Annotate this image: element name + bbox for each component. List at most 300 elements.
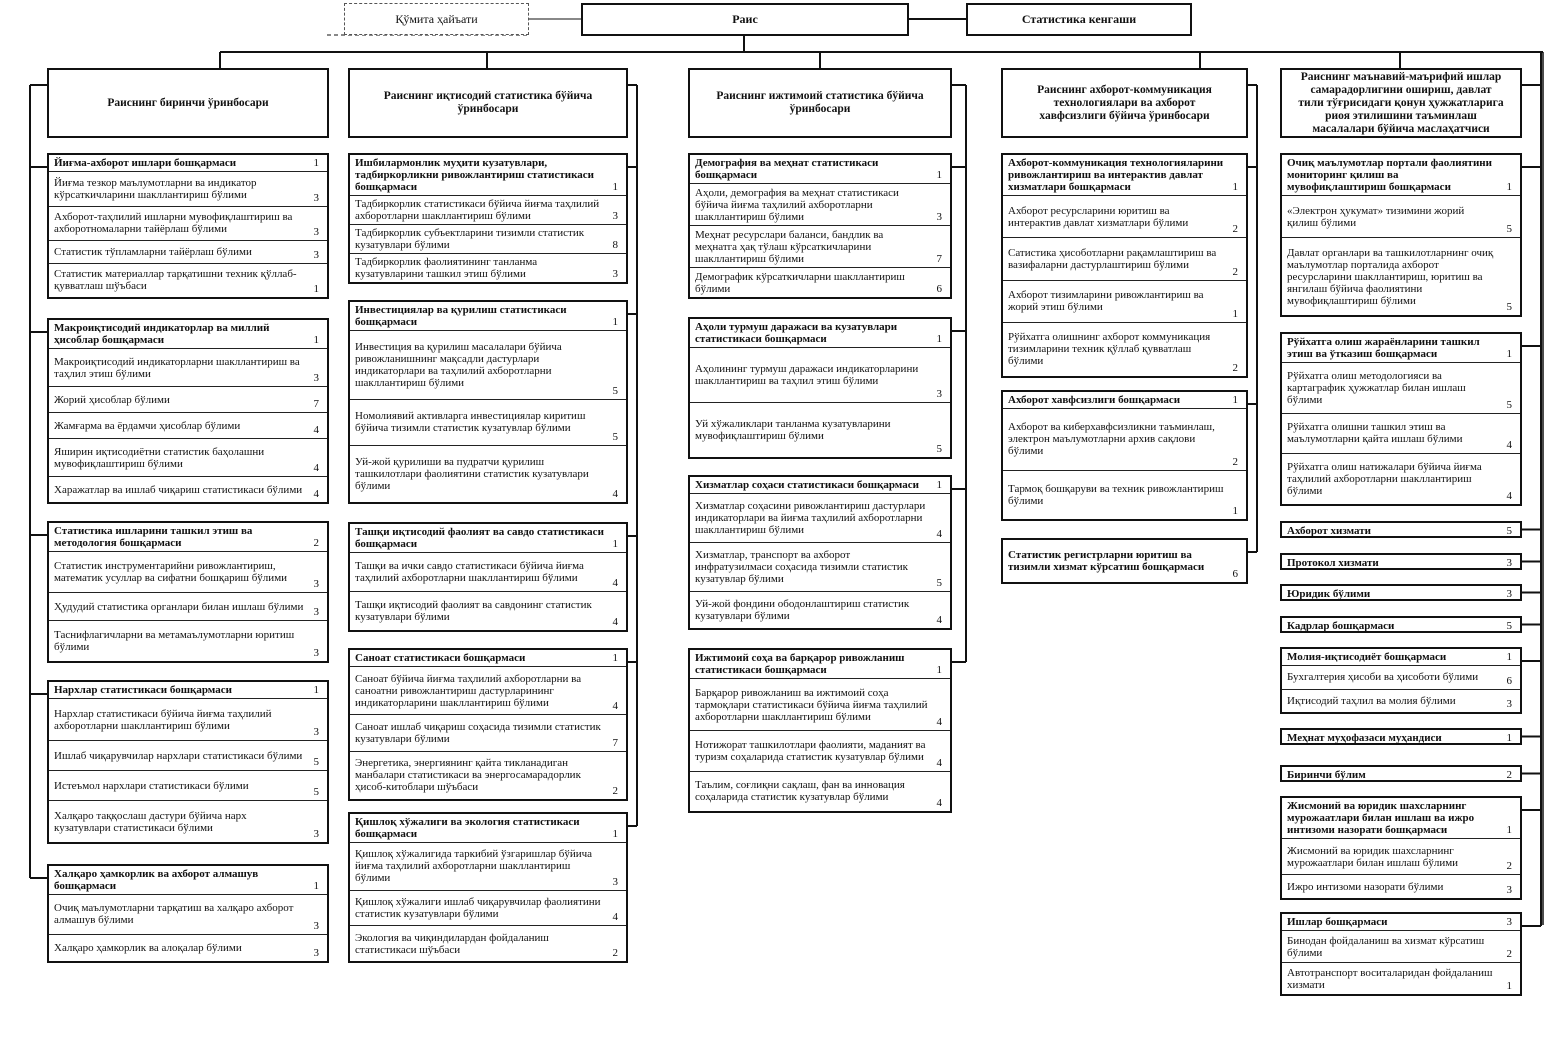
department-staff-count: 1 [1506, 824, 1512, 836]
division-row[interactable] [1282, 963, 1520, 994]
department-staff-count: 1 [1232, 394, 1238, 406]
division-title: Рўйхатга олишни ташкил этиш ва маълумотларни қайта ишлаш бўлими [1287, 421, 1463, 446]
division-staff-count: 1 [1232, 307, 1238, 320]
division-staff-count: 4 [1506, 438, 1512, 451]
division-row[interactable] [1282, 414, 1520, 453]
division-row[interactable] [1003, 238, 1246, 280]
deputy-box[interactable] [1001, 68, 1248, 138]
division-row[interactable] [49, 552, 327, 593]
department-title: Протокол хизмати [1287, 557, 1379, 569]
division-title: Тадбиркорлик статистикаси бўйича йиғма таҳлилий ахборотларни шакллантириш бўлими [355, 198, 600, 222]
division-title: Рўйхатга олишнинг ахборот коммуникация тизимларини техник қўллаб қувватлаш бўлими [1008, 331, 1211, 368]
division-title: Жисмоний ва юридик шахсларнинг мурожаатлари билан ишлаш бўлими [1287, 844, 1459, 869]
division-title: Таълим, соғлиқни сақлаш, фан ва инновация соҳаларида статистик кузатувлар бўлими [695, 779, 905, 804]
division-staff-count: 8 [612, 239, 618, 251]
department-title: Саноат статистикаси бошқармаси [355, 652, 526, 664]
division-staff-count: 4 [936, 796, 942, 809]
department-title: Ахборот хавфсизлиги бошқармаси [1008, 394, 1181, 406]
division-title: Бухгалтерия ҳисоби ва ҳисоботи бўлими [1287, 671, 1479, 684]
department-title: Нархлар статистикаси бошқармаси [54, 684, 232, 696]
department-staff-count: 3 [1506, 588, 1512, 600]
division-row[interactable] [350, 715, 626, 751]
division-title: Халқаро ҳамкорлик ва алоқалар бўлими [54, 941, 242, 954]
division-staff-count: 3 [313, 647, 319, 660]
department-box[interactable] [1280, 765, 1522, 782]
department-title: Халқаро ҳамкорлик ва ахборот алмашув бошқармаси [54, 868, 259, 892]
department-header [1282, 155, 1520, 196]
division-row[interactable] [1003, 471, 1246, 520]
division-row[interactable] [49, 477, 327, 502]
division-title: Очиқ маълумотларни тарқатиш ва халқаро ахборот алмашув бўлими [54, 902, 294, 927]
division-staff-count: 5 [936, 443, 942, 455]
division-title: Таснифлагичларни ва метамаълумотларни юритиш бўлими [54, 629, 295, 654]
department-header [49, 155, 327, 172]
division-title: Ишлаб чиқарувчилар нархлари статистикаси бўлими [54, 749, 303, 762]
division-title: Меҳнат ресурслари баланси, бандлик ва меҳнатга ҳақ тўлаш кўрсаткичларини шакллантириш бўлими [695, 228, 884, 265]
division-staff-count: 3 [313, 372, 319, 384]
department-staff-count: 3 [1506, 557, 1512, 569]
department-title: Аҳоли турмуш даражаси ва кузатувлари статистикаси бошқармаси [695, 321, 898, 345]
division-staff-count: 3 [936, 211, 942, 223]
division-title: Истеъмол нархлари статистикаси бўлими [54, 779, 249, 792]
department-staff-count: 1 [1506, 732, 1512, 744]
division-title: Яширин иқтисодиётни статистик баҳолашни мувофиқлаштириш бўлими [54, 445, 265, 470]
division-staff-count: 4 [313, 424, 319, 436]
department-title: Ташқи иқтисодий фаолият ва савдо статистикаси бошқармаси [355, 526, 604, 550]
division-title: Ҳудудий статистика органлари билан ишлаш бўлими [54, 600, 304, 613]
department-box[interactable] [1280, 153, 1522, 317]
department-box[interactable] [1280, 332, 1522, 506]
division-staff-count: 2 [1232, 265, 1238, 278]
department-header [49, 682, 327, 699]
department-box[interactable] [47, 864, 329, 963]
division-row[interactable] [350, 926, 626, 961]
department-title: Йиғма-ахборот ишлари бошқармаси [54, 157, 237, 169]
department-header [1003, 392, 1246, 409]
department-title: Ишбилармонлик муҳити кузатувлари, тадбиркорликни ривожлантириш статистикаси бошқармаси [355, 157, 595, 193]
department-staff-count: 5 [1506, 620, 1512, 632]
department-title: Статистика ишларини ташкил этиш ва методология бошқармаси [54, 525, 253, 549]
division-row[interactable] [690, 226, 950, 268]
division-title: Ахборот ресурсларини юритиш ва интерактив давлат хизматлари бўлими [1008, 204, 1189, 229]
division-row[interactable] [350, 225, 626, 254]
department-header [350, 302, 626, 331]
division-row[interactable] [350, 667, 626, 715]
department-title: Қишлоқ хўжалиги ва экология статистикаси бошқармаси [355, 816, 580, 840]
division-row[interactable] [49, 699, 327, 741]
division-row[interactable] [49, 349, 327, 387]
department-staff-count: 1 [1506, 181, 1512, 193]
division-title: Уй-жой қурилиши ва пудратчи қурилиш ташкилотлари фаолиятини статистик кузатувлари бўлими [355, 455, 589, 492]
department-title: Ишлар бошқармаси [1287, 916, 1388, 928]
division-row[interactable] [49, 241, 327, 264]
department-box[interactable] [688, 153, 952, 299]
division-staff-count: 7 [612, 736, 618, 749]
division-staff-count: 4 [313, 488, 319, 500]
division-title: Аҳолининг турмуш даражаси индикаторларини шакллантириш ва таҳлил этиш бўлими [695, 363, 919, 387]
division-row[interactable] [49, 387, 327, 413]
division-staff-count: 3 [612, 210, 618, 222]
division-row[interactable] [690, 731, 950, 771]
division-title: Экология ва чиқиндилардан фойдаланиш статистикаси шўъбаси [355, 931, 549, 956]
division-row[interactable] [690, 772, 950, 811]
department-header [350, 650, 626, 667]
department-box[interactable] [1280, 616, 1522, 633]
department-staff-count: 1 [612, 316, 618, 328]
department-box[interactable] [47, 680, 329, 844]
division-title: Статистик инструментарийни ривожлантириш, математик усуллар ва сифатни бошқариш бўлими [54, 559, 288, 584]
department-staff-count: 3 [1506, 916, 1512, 928]
division-staff-count: 2 [1506, 860, 1512, 872]
committee-board-label: Қўмита ҳайъати [395, 11, 478, 26]
department-title: Хизматлар соҳаси статистикаси бошқармаси [695, 479, 919, 491]
division-title: Статистик материаллар тарқатишни техник қўллаб-қувватлаш шўъбаси [54, 268, 297, 293]
deputy-title: Раиснинг биринчи ўринбосари [107, 96, 269, 109]
department-box[interactable] [1001, 390, 1248, 521]
department-header [1282, 334, 1520, 363]
department-staff-count: 2 [313, 537, 319, 549]
division-staff-count: 3 [313, 577, 319, 590]
division-row[interactable] [350, 400, 626, 445]
committee-board-box[interactable] [344, 3, 529, 35]
division-staff-count: 3 [313, 606, 319, 619]
department-box[interactable] [47, 318, 329, 504]
department-staff-count: 1 [936, 479, 942, 491]
department-title: Рўйхатга олиш жараёнларини ташкил этиш ва ўтказиш бошқармаси [1287, 336, 1480, 360]
division-row[interactable] [350, 592, 626, 630]
division-title: Макроиқтисодий индикаторларни шакллантириш ва таҳлил этиш бўлими [54, 355, 300, 380]
division-row[interactable] [350, 446, 626, 502]
department-box[interactable] [688, 317, 952, 459]
division-staff-count: 3 [313, 947, 319, 959]
division-staff-count: 4 [612, 911, 618, 924]
division-row[interactable] [49, 771, 327, 801]
department-box[interactable] [1280, 553, 1522, 570]
division-title: Халқаро таққослаш дастури бўйича нарх кузатувлари статистикаси бўлими [54, 809, 247, 834]
division-row[interactable] [1282, 690, 1520, 713]
division-row[interactable] [690, 494, 950, 543]
department-header [1282, 730, 1520, 746]
division-row[interactable] [49, 207, 327, 242]
department-header [1282, 586, 1520, 602]
department-staff-count: 1 [936, 664, 942, 676]
department-box[interactable] [1280, 796, 1522, 900]
division-staff-count: 5 [1506, 223, 1512, 235]
department-header [690, 477, 950, 494]
division-row[interactable] [690, 184, 950, 226]
division-staff-count: 2 [1232, 362, 1238, 374]
department-title: Инвестициялар ва қурилиш статистикаси бошқармаси [355, 304, 567, 328]
division-row[interactable] [690, 679, 950, 731]
division-title: Ахборот тизимларини ривожлантириш ва жорий этиш бўлими [1008, 289, 1204, 314]
department-title: Молия-иқтисодиёт бошқармаси [1287, 651, 1447, 663]
division-row[interactable] [49, 621, 327, 661]
department-staff-count: 1 [612, 181, 618, 193]
division-staff-count: 3 [612, 875, 618, 888]
department-staff-count: 1 [1506, 651, 1512, 663]
division-row[interactable] [1003, 323, 1246, 376]
division-row[interactable] [350, 254, 626, 282]
division-row[interactable] [350, 752, 626, 799]
department-title: Ахборот-коммуникация технологияларини ривожлантириш ва интерактив давлат хизматлари бошқармаси [1008, 157, 1224, 193]
division-title: Тадбиркорлик фаолиятининг танланма кузатувларини ташкил этиш бўлими [355, 256, 538, 280]
division-staff-count: 4 [1506, 489, 1512, 502]
division-row[interactable] [350, 843, 626, 891]
department-box[interactable] [348, 812, 628, 963]
department-staff-count: 1 [313, 880, 319, 892]
division-staff-count: 2 [1232, 455, 1238, 468]
division-title: Демографик кўрсаткичларни шакллантириш бўлими [695, 270, 905, 295]
division-staff-count: 1 [1232, 505, 1238, 517]
division-staff-count: 3 [313, 726, 319, 738]
department-title: Меҳнат муҳофазаси муҳандиси [1287, 732, 1442, 744]
division-row[interactable] [1282, 931, 1520, 963]
division-staff-count: 3 [313, 828, 319, 840]
department-staff-count: 6 [1232, 568, 1238, 580]
division-staff-count: 7 [936, 253, 942, 265]
division-title: Қишлоқ хўжалигида таркибий ўзгаришлар бўйича йиғма таҳлилий ахборотларни шакллантириш бўлими [355, 848, 593, 885]
division-row[interactable] [1003, 281, 1246, 323]
division-staff-count: 2 [1232, 223, 1238, 236]
department-box[interactable] [1280, 521, 1522, 538]
division-staff-count: 4 [612, 700, 618, 713]
division-title: Энергетика, энергиянинг қайта тикланадиган манбалари статистикаси ва энергосамарадорлик ҳисоб-китоблари шўъбаси [355, 757, 581, 794]
division-row[interactable] [49, 413, 327, 439]
division-staff-count: 3 [936, 388, 942, 400]
division-title: Саноат ишлаб чиқариш соҳасида тизимли статистик кузатувлари бўлими [355, 720, 601, 745]
division-staff-count: 2 [1506, 948, 1512, 960]
division-row[interactable] [1282, 839, 1520, 875]
division-staff-count: 4 [612, 487, 618, 500]
department-header [350, 155, 626, 196]
department-header [1282, 649, 1520, 666]
division-row[interactable] [49, 264, 327, 298]
division-staff-count: 6 [936, 283, 942, 295]
division-staff-count: 5 [313, 756, 319, 768]
department-box[interactable] [1001, 538, 1248, 584]
division-staff-count: 6 [1506, 674, 1512, 687]
division-title: Барқарор ривожланиш ва ижтимоий соҳа тармоқлари статистикаси бўйича йиғма таҳлилий ахборотларни шакллантириш бўлими [695, 686, 928, 723]
division-row[interactable] [1003, 196, 1246, 238]
division-staff-count: 5 [612, 430, 618, 443]
deputy-title: Раиснинг ахборот-коммуникация технологиялари ва ахборот хавфсизлиги бўйича ўринбосари [1037, 83, 1212, 122]
division-title: Харажатлар ва ишлаб чиқариш статистикаси бўлими [54, 483, 303, 496]
division-staff-count: 5 [936, 577, 942, 589]
deputy-box[interactable] [47, 68, 329, 138]
division-row[interactable] [690, 348, 950, 403]
division-staff-count: 3 [313, 226, 319, 238]
department-title: Юридик бўлими [1287, 588, 1371, 600]
department-box[interactable] [348, 648, 628, 801]
department-header [1282, 914, 1520, 931]
department-staff-count: 1 [936, 333, 942, 345]
division-row[interactable] [690, 543, 950, 592]
division-row[interactable] [49, 801, 327, 842]
division-staff-count: 5 [313, 786, 319, 798]
division-title: Саноат бўйича йиғма таҳлилий ахборотларни ва саноатни ривожлантириш дастурларининг индикаторларини шакллантириш бўлими [355, 672, 582, 709]
department-box[interactable] [688, 648, 952, 813]
division-title: Ахборот ва киберхавфсизликни таъминлаш, электрон маълумотларни архив сақлови бўлими [1008, 421, 1215, 458]
deputy-box[interactable] [688, 68, 952, 138]
division-row[interactable] [690, 592, 950, 628]
department-title: Демография ва меҳнат статистикаси бошқармаси [695, 157, 879, 181]
department-header [1282, 618, 1520, 634]
division-staff-count: 5 [612, 385, 618, 398]
department-header [690, 650, 950, 679]
division-staff-count: 4 [936, 716, 942, 729]
division-title: Жамғарма ва ёрдамчи ҳисоблар бўлими [54, 419, 241, 432]
division-staff-count: 3 [313, 919, 319, 932]
division-staff-count: 5 [1506, 301, 1512, 313]
division-staff-count: 1 [1506, 980, 1512, 992]
division-title: Бинодан фойдаланиш ва хизмат кўрсатиш бўлими [1287, 934, 1485, 959]
division-staff-count: 4 [612, 616, 618, 628]
division-title: Уй-жой фондини ободонлаштириш статистик кузатувлари бўлими [695, 598, 910, 622]
department-title: Жисмоний ва юридик шахсларнинг мурожаатлари билан ишлаш ва ижро интизоми назорати бошқармаси [1287, 800, 1475, 836]
division-row[interactable] [1282, 363, 1520, 414]
department-box[interactable] [1280, 728, 1522, 745]
department-staff-count: 1 [313, 157, 319, 169]
department-title: Кадрлар бошқармаси [1287, 620, 1395, 632]
division-row[interactable] [49, 741, 327, 771]
deputy-box[interactable] [1280, 68, 1522, 138]
division-title: Сатистика ҳисоботларни рақамлаштириш ва вазифаларни дастурлаштириш бўлими [1008, 246, 1217, 271]
statistics-council-box[interactable] [966, 3, 1192, 36]
department-staff-count: 1 [1232, 181, 1238, 193]
division-staff-count: 2 [612, 947, 618, 960]
department-header [1003, 155, 1246, 196]
division-title: «Электрон ҳукумат» тизимини жорий қилиш бўлими [1287, 204, 1465, 229]
department-box[interactable] [688, 475, 952, 630]
division-row[interactable] [1282, 454, 1520, 504]
division-staff-count: 1 [313, 283, 319, 295]
department-box[interactable] [348, 153, 628, 284]
division-staff-count: 3 [612, 268, 618, 280]
division-staff-count: 4 [936, 756, 942, 769]
division-title: Жорий ҳисоблар бўлими [54, 393, 170, 406]
department-staff-count: 1 [1506, 348, 1512, 360]
division-title: Рўйхатга олиш методологияси ва картаграфик ҳужжатлар билан ишлаш бўлими [1287, 370, 1466, 407]
division-staff-count: 4 [936, 528, 942, 540]
division-title: Ижро интизоми назорати бўлими [1287, 880, 1444, 893]
department-staff-count: 1 [313, 334, 319, 346]
department-title: Очиқ маълумотлар портали фаолиятини мониторинг қилиш ва мувофиқлаштириш бошқармаси [1287, 157, 1492, 193]
division-title: Аҳоли, демография ва меҳнат статистикаси бўйича йиғма таҳлилий ахборотларни шакллантириш бўлими [695, 186, 899, 223]
division-row[interactable] [1003, 409, 1246, 471]
division-row[interactable] [690, 268, 950, 297]
department-header [49, 523, 327, 552]
division-title: Автотранспорт воситаларидан фойдаланиш хизмати [1287, 966, 1493, 991]
division-title: Хизматлар, транспорт ва ахборот инфратузилмаси соҳасида тизимли статистик кузатувлар бўлими [695, 549, 908, 585]
department-box[interactable] [47, 521, 329, 663]
division-title: Давлат органлари ва ташкилотларнинг очиқ маълумотлар порталида ахборот ресурсларини шакллантириш, юритиш ва янгилаш бўйича фаолиятини мувофиқлаштириш бўлими [1287, 246, 1494, 307]
department-staff-count: 1 [612, 828, 618, 840]
division-staff-count: 4 [612, 577, 618, 589]
division-title: Ахборот-таҳлилий ишларни мувофиқлаштириш ва ахборотномаларни тайёрлаш бўлими [54, 211, 293, 236]
division-staff-count: 3 [1506, 698, 1512, 710]
division-row[interactable] [1282, 666, 1520, 690]
division-title: Номолиявий активларга инвестициялар киритиш бўйича тизимли статистик кузатувлар бўлими [355, 410, 586, 435]
deputy-title: Раиснинг иқтисодий статистика бўйича ўринбосари [383, 90, 593, 115]
department-box[interactable] [348, 522, 628, 632]
department-title: Статистик регистрларни юритиш ва тизимли хизмат кўрсатиш бошқармаси [1008, 549, 1205, 573]
division-title: Қишлоқ хўжалиги ишлаб чиқарувчилар фаолиятини статистик кузатувлари бўлими [355, 896, 601, 920]
department-box[interactable] [47, 153, 329, 299]
division-row[interactable] [350, 196, 626, 225]
division-row[interactable] [350, 553, 626, 592]
chair-box[interactable] [581, 3, 909, 36]
division-staff-count: 4 [313, 462, 319, 474]
division-row[interactable] [1282, 238, 1520, 315]
department-box[interactable] [1280, 912, 1522, 996]
division-title: Нархлар статистикаси бўйича йиғма таҳлилий ахборотларни шакллантириш бўлими [54, 707, 272, 732]
division-title: Рўйхатга олиш натижалари бўйича йиғма таҳлилий ахборотларни шакллантириш бўлими [1287, 460, 1482, 497]
division-title: Тадбиркорлик субъектларини тизимли статистик кузатувлари бўлими [355, 227, 585, 251]
division-title: Статистик тўпламларни тайёрлаш бўлими [54, 245, 252, 258]
department-staff-count: 1 [612, 652, 618, 664]
division-row[interactable] [1282, 196, 1520, 238]
department-title: Ижтимоий соҳа ва барқарор ривожланиш статистикаси бошқармаси [695, 652, 905, 676]
division-row[interactable] [49, 593, 327, 622]
department-staff-count: 5 [1506, 525, 1512, 537]
division-staff-count: 3 [1506, 884, 1512, 896]
department-box[interactable] [348, 300, 628, 504]
division-title: Хизматлар соҳасини ривожлантириш дастурлари индикаторлари ва йиғма таҳлилий ахборотларни шакллантириш бўлими [695, 500, 926, 536]
department-header [350, 524, 626, 553]
department-box[interactable] [1280, 584, 1522, 601]
chair-label: Раис [732, 12, 758, 26]
department-box[interactable] [1001, 153, 1248, 378]
department-staff-count: 2 [1506, 769, 1512, 781]
department-staff-count: 1 [313, 684, 319, 696]
statistics-council-label: Статистика кенгаши [1021, 12, 1137, 26]
division-row[interactable] [350, 891, 626, 927]
division-title: Тармоқ бошқаруви ва техник ривожлантириш бўлими [1008, 482, 1224, 507]
department-header [49, 866, 327, 895]
department-title: Биринчи бўлим [1287, 769, 1366, 781]
division-title: Нотижорат ташкилотлари фаолияти, маданият ва туризм соҳаларида статистик кузатувлар бўлими [695, 738, 926, 763]
division-row[interactable] [690, 403, 950, 457]
department-box[interactable] [1280, 647, 1522, 714]
deputy-title: Раиснинг ижтимоий статистика бўйича ўринбосари [716, 90, 924, 115]
division-row[interactable] [1282, 875, 1520, 898]
division-staff-count: 3 [313, 191, 319, 204]
division-title: Уй хўжаликлари танланма кузатувларини мувофиқлаштириш бўлими [695, 418, 891, 442]
division-title: Инвестиция ва қурилиш масалалари бўйича ривожланишнинг мақсадли дастурлари индикаторлари ва таҳлилий ахборотларни шакллантириш бўлими [355, 341, 562, 390]
department-header [49, 320, 327, 349]
division-row[interactable] [49, 439, 327, 477]
department-title: Ахборот хизмати [1287, 525, 1371, 537]
department-header [690, 155, 950, 184]
department-title: Макроиқтисодий индикаторлар ва миллий ҳисоблар бошқармаси [54, 322, 270, 346]
division-staff-count: 5 [1506, 399, 1512, 412]
deputy-title: Раиснинг маънавий-маърифий ишлар самарадорлигини ошириш, давлат тили тўғрисидаги қонун ҳужжатларига риоя этилишини таъминлаш масалалари бўйича маслаҳатчиси [1298, 70, 1504, 135]
department-header [690, 319, 950, 348]
division-title: Ташқи иқтисодий фаолият ва савдонинг статистик кузатувлари бўлими [355, 599, 592, 623]
department-header [1282, 523, 1520, 539]
department-staff-count: 1 [936, 169, 942, 181]
department-header [1003, 540, 1246, 582]
department-header [1282, 798, 1520, 839]
division-row[interactable] [350, 331, 626, 400]
division-title: Ташқи ва ички савдо статистикаси бўйича йиғма таҳлилий ахборотларни шакллантириш бўлими [355, 560, 584, 584]
division-staff-count: 2 [612, 784, 618, 797]
deputy-box[interactable] [348, 68, 628, 138]
division-row[interactable] [49, 172, 327, 207]
department-header [350, 814, 626, 843]
division-row[interactable] [49, 935, 327, 962]
division-row[interactable] [49, 895, 327, 935]
